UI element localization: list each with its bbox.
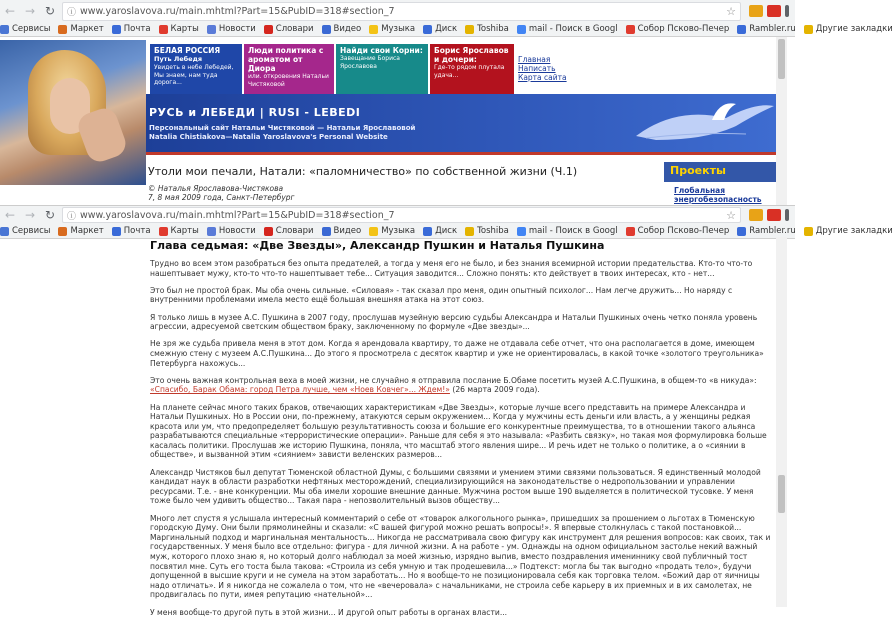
bookmark-dictionaries[interactable]: Словари (264, 24, 314, 34)
info-icon[interactable]: ⓘ (67, 211, 77, 222)
paragraph: У меня вообще-то другой путь в этой жизни... И другой опыт работы в органах власти... (150, 607, 508, 617)
bookmarks-bar-2 (0, 224, 893, 239)
other-bookmarks[interactable]: Другие закладки (804, 226, 893, 236)
extension-flag-icon[interactable] (749, 209, 763, 221)
link-home[interactable]: Главная (518, 55, 551, 64)
menu-icon[interactable] (785, 5, 789, 17)
info-icon[interactable]: ⓘ (67, 7, 77, 18)
article-body (150, 239, 775, 625)
bookmark-dictionaries[interactable]: Словари (264, 226, 314, 236)
bookmark-toshiba[interactable]: Toshiba (465, 226, 509, 236)
folder-icon (804, 25, 813, 34)
top-links (518, 55, 567, 82)
other-bookmarks[interactable]: Другие закладки (804, 24, 893, 34)
music-icon (369, 227, 378, 236)
news-icon (207, 25, 216, 34)
header-divider (146, 152, 776, 155)
swan-logo (616, 96, 776, 148)
article-author: © Наталья Ярославова-Чистякова (148, 184, 284, 193)
rambler-icon (737, 227, 746, 236)
address-bar-2[interactable] (62, 207, 741, 223)
banner-title: РУСЬ и ЛЕБЕДИ | RUSI - LEBEDI (149, 106, 361, 119)
scrollbar-top[interactable] (776, 37, 787, 205)
dictionary-icon (264, 227, 273, 236)
mail-icon (112, 25, 121, 34)
paragraph: Не зря же судьба привела меня в этот дом. Когда я арендовала квартиру, то даже не отдавала себе отчет, что она располагается в доме, имеющем смежную стену с музеем А.С.Пушкина... До этого я просмотрела с десяток квартир и уже не ориентировалась, в какой точке «золотого треугольника» Петербурга нахожусь... (150, 339, 764, 368)
bookmark-video[interactable]: Видео (322, 24, 362, 34)
address-row (0, 0, 795, 22)
dictionary-icon (264, 25, 273, 34)
url-text: www.yaroslavova.ru/main.mhtml?Part=15&PubID=318#section_7 (80, 5, 395, 17)
bookmark-rambler[interactable]: Rambler.ru (737, 226, 796, 236)
site-banner (146, 94, 776, 152)
market-icon (58, 227, 67, 236)
mail-icon (112, 227, 121, 236)
bookmark-toshiba[interactable]: Toshiba (465, 24, 509, 34)
topbox-boris-yaroslavov[interactable]: Борис Ярославов и дочери: Где-то рядом плутала удача... (430, 44, 514, 94)
bookmark-sobor[interactable]: Собор Псково-Печер (626, 24, 730, 34)
reload-button-2[interactable]: ↻ (44, 208, 56, 222)
banner-subtitle-ru: Персональный сайт Натальи Чистяковой — Натальи Ярославовой (149, 124, 416, 132)
maps-icon (159, 25, 168, 34)
projects-link-energy[interactable]: Глобальная энергобезопасность (674, 186, 762, 204)
news-icon (207, 227, 216, 236)
bookmark-news[interactable]: Новости (207, 24, 256, 34)
bookmarks-bar (0, 22, 893, 37)
paragraph: Это был не простой брак. Мы оба очень сильные. «Силовая» - так сказал про меня, один опытный психолог... Нам легче дружить... Но наряду с внутренними проблемами имела место ещё большая внешняя атака на этот союз. (150, 285, 733, 305)
bookmark-music[interactable]: Музыка (369, 24, 415, 34)
bookmark-market[interactable]: Маркет (58, 24, 103, 34)
page-title: Утоли мои печали, Натали: «паломничество» по собственной жизни (Ч.1) (148, 165, 578, 178)
extension-red-icon[interactable] (767, 5, 781, 17)
google-icon (517, 25, 526, 34)
topbox-find-roots[interactable]: Найди свои Корни: Завещание Бориса Ярославова (336, 44, 428, 94)
google-icon (517, 227, 526, 236)
disk-icon (423, 227, 432, 236)
browser-chrome-bottom (0, 205, 893, 238)
bookmark-market[interactable]: Маркет (58, 226, 103, 236)
bookmark-video[interactable]: Видео (322, 226, 362, 236)
yandex-icon (626, 227, 635, 236)
chapter-heading: Глава седьмая: «Две Звезды», Александр Пушкин и Наталья Пушкина (150, 239, 605, 252)
bookmark-maps[interactable]: Карты (159, 24, 199, 34)
projects-header: Проекты (664, 162, 776, 182)
bookmark-star-icon[interactable]: ☆ (726, 208, 736, 222)
scrollbar-thumb-top[interactable] (778, 39, 785, 79)
market-icon (58, 25, 67, 34)
topbox-white-russia[interactable]: БЕЛАЯ РОССИЯ Путь Лебедя Увидеть в небе Лебедей, Мы знаем, нам туда дорога... (150, 44, 242, 94)
paragraph-with-link: Это очень важная контрольная веха в моей жизни, не случайно я отправила послание Б.Обаме посетить музей А.С.Пушкина, в общем-то «в никуда»: «Спасибо, Барак Обама: город Петра лучше, чем «Ноев Ковчег»... Ждем!» (26 марта 2009 года). (150, 375, 757, 395)
link-write[interactable]: Написать (518, 64, 556, 73)
folder-icon (465, 227, 474, 236)
link-sitemap[interactable]: Карта сайта (518, 73, 567, 82)
paragraph: Много лет спустя я услышала интересный комментарий о себе от «товарок алкогольного рынка», пришедших за прошением о льготах в Тюменскую городскую Думу. Они были прямолинейны и сказали: «С вашей фигурой можно решать вопросы!». Я впервые столкнулась с такой постановкой... Маргинальный подход и маргинальная ментальность... Никогда не рассматривала свою фигуру как инструмент для решения вопросов: как своих, так и государственных. У меня было все отдельно: фигура - для личной жизни. А на работе - ум. Однажды на одном официальном застолье некий важный муж, которого плохо знаю я, но который долго наблюдал за моей жизнью, изрядно выпив, вместо поздравления имениннику свой публичный тост посвятил мне. Суть его тоста была такова: «Строила из себя умную и так продешевила...» Подтекст: могла бы так выгодно «продать тело», будучи допущенной в высшие круги и не сумела на этом заработать... Но я вообще-то не позиционировала себя как торговка телом. «Божий дар от яичницы надо отличать». И я никогда не сожалела о том, что не «вечеровала» с начальниками, не строила себе карьеру в их приемных и в их самолетах, не продвигалась по пути, имея репутацию «нательной»... (150, 513, 771, 600)
folder-icon (804, 227, 813, 236)
extension-red-icon[interactable] (767, 209, 781, 221)
bookmark-news[interactable]: Новости (207, 226, 256, 236)
paragraph: На планете сейчас много таких браков, отвечающих характеристикам «Две Звезды», которые лучше всего представить на примере Александра и Натальи Пушкиных. Но в России они, по-прежнему, атакуются серым окружением... Когда у мужчины есть деньги или власть, а у женщины редкая красота или ум, что предопределяет большую результативность союза и большие его конкурентные преимущества, то в отношении такого альянса разрабатываются специальные «террористические операции». Раньше для себя я это называла: «Разбить связку», но такая моя формулировка больше касалась политики. Прослушав же историю Пушкина, поняла, что масштаб этого явления шире... И речь идет не только о политике, а о «сиянии в обществе», и вызванной этим «сиянием» зависти веленских размеров... (150, 402, 767, 460)
bookmark-services[interactable]: Сервисы (0, 24, 50, 34)
browser-chrome-top (0, 0, 893, 37)
folder-icon (465, 25, 474, 34)
article-meta (148, 184, 295, 202)
paragraph: Я только лишь в музее А.С. Пушкина в 2007 году, прослушав музейную версию судьбы Александра и Натальи Пушкиных очень четко поняла уровень агрессии, адресуемой светским обществом браку, заключенному по формуле «Две звезды»... (150, 312, 758, 332)
back-button-2[interactable]: ← (4, 208, 16, 222)
scrollbar-bottom[interactable] (776, 237, 787, 607)
forward-button[interactable]: → (24, 4, 36, 18)
author-photo (0, 40, 146, 185)
bookmark-music[interactable]: Музыка (369, 226, 415, 236)
obama-link[interactable]: «Спасибо, Барак Обама: город Петра лучше, чем «Ноев Ковчег»... Ждем!» (150, 385, 450, 395)
bookmark-sobor[interactable]: Собор Псково-Печер (626, 226, 730, 236)
bookmark-rambler[interactable]: Rambler.ru (737, 24, 796, 34)
maps-icon (159, 227, 168, 236)
bookmark-mail[interactable]: Почта (112, 24, 151, 34)
bookmark-mail[interactable]: Почта (112, 226, 151, 236)
music-icon (369, 25, 378, 34)
address-bar[interactable] (62, 2, 741, 21)
apps-icon (0, 227, 9, 236)
video-icon (322, 25, 331, 34)
rambler-icon (737, 25, 746, 34)
extension-flag-icon[interactable] (749, 5, 763, 17)
bookmark-star-icon[interactable]: ☆ (726, 4, 736, 18)
video-icon (322, 227, 331, 236)
article-date: 7, 8 мая 2009 года, Санкт-Петербург (148, 193, 295, 202)
paragraph: Трудно во всем этом разобраться без опыта предателей, а тогда у меня его не было, и без знания всемирной истории предательства. Кто-то что-то нашептывает мужу, кто-то что-то нашептывает тебе... Ситуация заводится... Сложно понять: кто действует в твоих интересах, кто - нет... (150, 259, 753, 278)
forward-button-2[interactable]: → (24, 208, 36, 222)
bookmark-maps[interactable]: Карты (159, 226, 199, 236)
bookmark-disk[interactable]: Диск (423, 24, 457, 34)
bookmark-google-search[interactable]: mail - Поиск в Googl (517, 226, 618, 236)
yandex-icon (626, 25, 635, 34)
url-text-2: www.yaroslavova.ru/main.mhtml?Part=15&PubID=318#section_7 (80, 209, 395, 221)
paragraph: Александр Чистяков был депутат Тюменской областной Думы, с большими связями и умением этими связями пользоваться. Я единственный молодой кандидат наук в области разработки нефтяных месторождений, специализирующийся на законодательстве о недропользовании и управлении ресурсами. Т.е. - вне конкуренции. Мы оба имели хорошие внешние данные. Мужчина ростом выше 190 выделяется в политической тусовке. У меня тоже было чем удивить общество... Такая пара - непозволительный вызов обществу... (150, 467, 761, 506)
apps-icon (0, 25, 9, 34)
back-button[interactable]: ← (4, 4, 16, 18)
banner-subtitle-en: Natalia Chistiakova—Natalia Yaroslavova's Personal Website (149, 133, 388, 141)
bookmark-disk[interactable]: Диск (423, 226, 457, 236)
scrollbar-thumb-bottom[interactable] (778, 475, 785, 513)
bookmark-google-search[interactable]: mail - Поиск в Googl (517, 24, 618, 34)
topbox-people-politics[interactable]: Люди политика с ароматом от Диора или. откровения Натальи Чистяковой (244, 44, 334, 94)
disk-icon (423, 25, 432, 34)
bookmark-services[interactable]: Сервисы (0, 226, 50, 236)
reload-button[interactable]: ↻ (44, 4, 56, 18)
address-row-2 (0, 206, 795, 224)
menu-icon[interactable] (785, 209, 789, 221)
